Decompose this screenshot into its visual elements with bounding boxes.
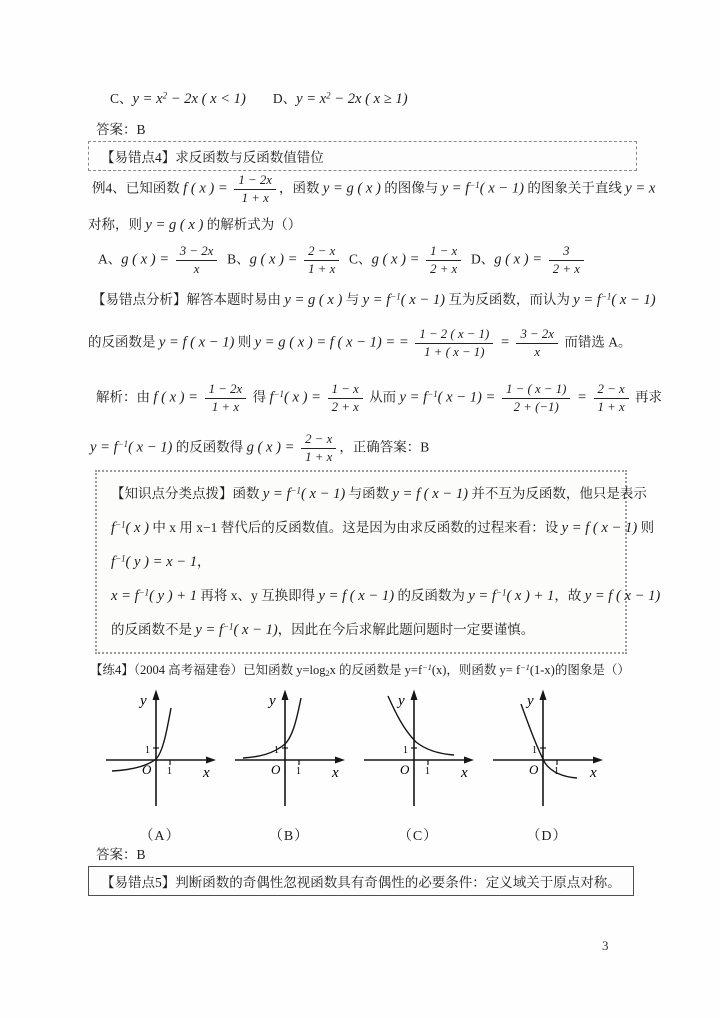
text-run: g ( x ) =: [246, 439, 299, 456]
origin-label: O: [271, 762, 281, 777]
y-axis-arrow-icon: [411, 690, 418, 701]
fraction-denominator: x: [534, 344, 541, 359]
text-run: 从而: [365, 389, 400, 405]
answer-line-2: 答案：B: [96, 847, 146, 862]
x-axis-arrow-icon: [464, 757, 474, 764]
fraction-numerator: 2 − x: [301, 431, 336, 449]
fraction-numerator: 1 − x: [426, 243, 461, 261]
fraction: [516, 326, 558, 360]
text-run: ，正确答案：B: [339, 439, 430, 455]
fraction-numerator: 1 − 2 ( x − 1): [415, 326, 493, 344]
text-run: g ( x ) =: [249, 251, 302, 268]
text-run: y = f: [195, 621, 224, 638]
x-tick-label: 1: [425, 766, 430, 777]
text-run: −1: [495, 587, 507, 598]
fraction-numerator: 3 − 2x: [176, 243, 218, 261]
text-run: ( x ) =: [284, 389, 325, 406]
text-run: B、: [220, 251, 250, 267]
text-run: 2: [162, 90, 168, 101]
text-run: ( x − 1): [400, 292, 445, 308]
y-tick-label: 1: [145, 745, 150, 756]
text-run: f ( x ) =: [183, 180, 232, 197]
fraction-numerator: 1 − 2x: [234, 172, 276, 190]
text-run: − 2x ( x ≥ 1): [330, 91, 408, 107]
page-number: 3: [602, 938, 609, 953]
knowledge-line-4: [111, 587, 661, 606]
answer-line-1: 答案：B: [96, 122, 146, 137]
text-run: D、: [272, 91, 297, 106]
text-run: 的反函数得: [172, 439, 247, 455]
text-run: y = f ( x − 1): [584, 587, 661, 604]
y-axis-label: y: [398, 693, 405, 709]
text-run: y = x: [625, 180, 656, 197]
text-run: 则: [637, 519, 655, 535]
text-run: 解析：由: [96, 389, 154, 405]
y-axis-label: y: [140, 693, 147, 709]
text-run: ( x − 1): [128, 439, 173, 456]
practice4-line: [90, 663, 630, 679]
x-axis-label: x: [203, 765, 210, 781]
text-run: 再求: [631, 389, 663, 405]
text-run: 对称，则: [88, 217, 146, 232]
text-run: −1: [117, 438, 129, 449]
text-run: 再将 x、y 互换即得: [197, 587, 319, 603]
x-tick-label: 1: [554, 766, 559, 777]
fraction-denominator: x: [193, 261, 200, 276]
solution-line-2: [90, 429, 429, 467]
text-run: −1: [520, 663, 530, 672]
text-run: y = f ( x − 1): [318, 587, 395, 604]
text-run: y = f: [441, 180, 470, 197]
fraction-denominator: 2 + x: [430, 261, 458, 276]
text-run: 2: [326, 90, 331, 101]
text-run: ，故: [554, 587, 585, 603]
fraction: [176, 243, 218, 277]
text-run: 【知识点分类点拨】函数: [111, 486, 263, 501]
text-run: f: [111, 519, 116, 536]
text-run: f ( x ) =: [153, 389, 202, 406]
text-run: C、: [110, 91, 133, 106]
fraction-numerator: 3: [549, 243, 584, 261]
x-axis-arrow-icon: [335, 757, 345, 764]
text-run: −1: [600, 291, 612, 302]
text-run: −1: [223, 621, 234, 632]
graph-panel-4: [483, 688, 611, 845]
error-point-5-title: 【易错点5】判断函数的奇偶性忽视函数具有奇偶性的必要条件：定义域关于原点对称。: [101, 875, 621, 890]
text-run: −1: [390, 291, 401, 302]
text-run: g ( x ) =: [371, 251, 424, 268]
analysis-line-1: [92, 291, 656, 309]
text-run: y = g ( x ): [145, 217, 204, 233]
text-run: 得: [249, 389, 270, 405]
text-run: −1: [422, 663, 432, 672]
x-axis-label: x: [332, 765, 339, 781]
fraction-numerator: 2 − x: [304, 243, 339, 261]
text-run: g ( x ) =: [121, 251, 173, 268]
knowledge-line-2: [111, 519, 655, 538]
text-run: y = f: [399, 389, 428, 406]
y-axis-label: y: [269, 693, 276, 709]
text-run: y = f: [262, 486, 291, 502]
y-tick-label: 1: [274, 745, 279, 756]
text-run: y = f ( x − 1): [392, 486, 469, 502]
text-run: x 的反函数是 y=f: [329, 663, 423, 678]
text-run: (x)，则函数 y= f: [431, 663, 521, 678]
x-axis-label: x: [461, 765, 468, 781]
x-axis-arrow-icon: [206, 757, 216, 764]
fraction-denominator: 2 + x: [552, 261, 580, 276]
text-run: ( y ) = x − 1: [125, 553, 198, 570]
text-run: −1: [138, 587, 150, 598]
example4-line-2: [88, 216, 301, 234]
fraction-denominator: 1 + x: [211, 399, 240, 414]
text-run: 【练4】（2004 高考福建卷）已知函数 y=log: [90, 663, 326, 678]
x-axis-arrow-icon: [593, 757, 603, 764]
function-graph: [225, 688, 353, 814]
text-run: ，函数: [278, 180, 323, 196]
knowledge-point-box: [95, 470, 661, 654]
choices-line: [98, 241, 587, 279]
fraction-denominator: 2 + x: [331, 399, 359, 414]
x-tick-label: 1: [296, 766, 301, 777]
text-run: y = x: [296, 91, 327, 107]
text-run: −1: [273, 388, 285, 399]
function-graph: [354, 688, 482, 814]
fraction: [502, 381, 570, 415]
text-run: y = g ( x ): [284, 292, 343, 308]
text-run: D、: [464, 251, 495, 267]
options-cd-line: [110, 90, 408, 108]
text-run: 的解析式为（）: [203, 217, 302, 232]
x-tick-label: 1: [167, 766, 172, 777]
fraction: [234, 172, 276, 206]
y-axis-arrow-icon: [153, 690, 160, 701]
text-run: 2: [325, 668, 330, 678]
text-run: 的反函数不是: [111, 621, 196, 637]
text-run: ( x − 1): [233, 621, 278, 638]
text-run: g ( x ) =: [494, 251, 546, 268]
text-run: 例4、已知函数: [92, 180, 184, 196]
y-axis-arrow-icon: [540, 690, 547, 701]
y-tick-label: 1: [403, 745, 408, 756]
graph-caption: （C）: [397, 829, 439, 844]
fraction: [415, 326, 493, 360]
origin-label: O: [400, 762, 410, 777]
text-run: x = f: [111, 587, 139, 604]
knowledge-line-3: [111, 553, 611, 572]
text-run: ( x − 1): [611, 292, 656, 308]
text-run: ，因此在今后求解此题问题时一定要谨慎。: [277, 621, 535, 637]
graph-panel-2: [225, 688, 353, 845]
graph-caption: （B）: [268, 829, 310, 844]
error-point-4-box: [88, 141, 637, 171]
graph-panel-1: [96, 688, 224, 845]
error-point-5-box: [88, 866, 634, 896]
text-run: (1-x)的图象是（）: [529, 663, 630, 678]
graph-caption: （A）: [139, 829, 181, 844]
fraction: [426, 243, 461, 277]
fraction-numerator: 1 − x: [328, 381, 363, 399]
text-run: y = f: [90, 439, 118, 456]
fraction-numerator: 3 − 2x: [516, 326, 558, 344]
fraction-denominator: 1 + ( x − 1): [424, 344, 485, 359]
text-run: ，: [197, 553, 211, 569]
text-run: − 2x ( x < 1): [167, 91, 246, 107]
fraction: [304, 243, 339, 277]
text-run: y = f: [573, 292, 601, 308]
fraction-denominator: 2 + (−1): [513, 399, 559, 414]
text-run: ( x − 1): [479, 180, 524, 197]
function-graph: [483, 688, 611, 814]
graph-panel-3: [354, 688, 482, 845]
text-run: −1: [115, 553, 126, 564]
knowledge-line-5: [111, 621, 611, 640]
text-run: y = x: [132, 91, 163, 107]
text-run: 的反函数是: [88, 334, 159, 350]
text-run: 【易错点分析】解答本题时易由: [92, 292, 285, 307]
text-run: ( x ) + 1: [506, 587, 555, 604]
text-run: 与函数: [345, 486, 393, 501]
text-run: −1: [427, 388, 438, 399]
text-run: A、: [98, 251, 122, 267]
fraction-numerator: 1 − ( x − 1): [502, 381, 570, 399]
text-run: y = f ( x − 1): [158, 334, 235, 351]
text-run: −1: [115, 519, 126, 530]
fraction-numerator: 2 − x: [594, 381, 629, 399]
fraction-denominator: 1 + x: [308, 261, 336, 276]
text-run: 的图像与: [380, 180, 442, 196]
solution-line-1: [96, 379, 662, 417]
text-run: 中 x 用 x−1 替代后的反函数值。这是因为由求反函数的过程来看：设: [149, 519, 562, 535]
text-run: 的反函数为: [394, 587, 469, 603]
graph-caption: （D）: [526, 829, 568, 844]
knowledge-line-1: [111, 485, 647, 504]
origin-label: O: [529, 762, 539, 777]
fraction-denominator: 1 + x: [241, 190, 269, 205]
fraction-denominator: 1 + x: [305, 449, 333, 464]
text-run: =: [573, 389, 591, 406]
fraction-denominator: 1 + x: [597, 399, 625, 414]
text-run: y = g ( x ): [322, 180, 381, 197]
text-run: 则: [234, 334, 255, 350]
analysis-line-2: [88, 324, 632, 362]
text-run: 的图象关于直线: [523, 180, 626, 196]
text-run: y = f ( x − 1): [561, 519, 638, 536]
text-run: y = g ( x ) = f ( x − 1) = =: [254, 334, 413, 351]
text-run: [246, 91, 273, 106]
text-run: C、: [342, 251, 372, 267]
text-run: f: [269, 389, 274, 406]
fraction: [301, 431, 336, 465]
text-run: =: [496, 334, 514, 351]
x-axis-label: x: [590, 765, 597, 781]
text-run: ( x − 1) =: [437, 389, 500, 406]
function-graph: [96, 688, 224, 814]
text-run: y = f: [362, 292, 391, 308]
text-run: y = f: [468, 587, 496, 604]
text-run: f: [111, 553, 116, 570]
fraction: [328, 381, 363, 415]
fraction: [594, 381, 629, 415]
example4-line-1: [92, 170, 655, 208]
y-axis-arrow-icon: [282, 690, 289, 701]
fraction: [549, 243, 584, 277]
answer-graphs-row: [96, 688, 612, 845]
y-axis-label: y: [527, 693, 534, 709]
fraction: [205, 381, 247, 415]
text-run: ( x − 1): [301, 486, 346, 502]
text-run: −1: [469, 179, 480, 190]
text-run: 而错选 A。: [561, 334, 632, 350]
text-run: ( x ): [125, 519, 150, 536]
y-tick-label: 1: [532, 745, 537, 756]
text-run: ( y ) + 1: [149, 587, 198, 604]
origin-label: O: [142, 762, 152, 777]
text-run: 并不互为反函数，他只是表示: [468, 486, 647, 501]
text-run: −1: [290, 485, 301, 496]
fraction-numerator: 1 − 2x: [205, 381, 247, 399]
text-run: 与: [342, 292, 363, 307]
error-point-4-title: 【易错点4】求反函数与反函数值错位: [101, 150, 324, 165]
text-run: 互为反函数，而认为: [445, 292, 574, 307]
